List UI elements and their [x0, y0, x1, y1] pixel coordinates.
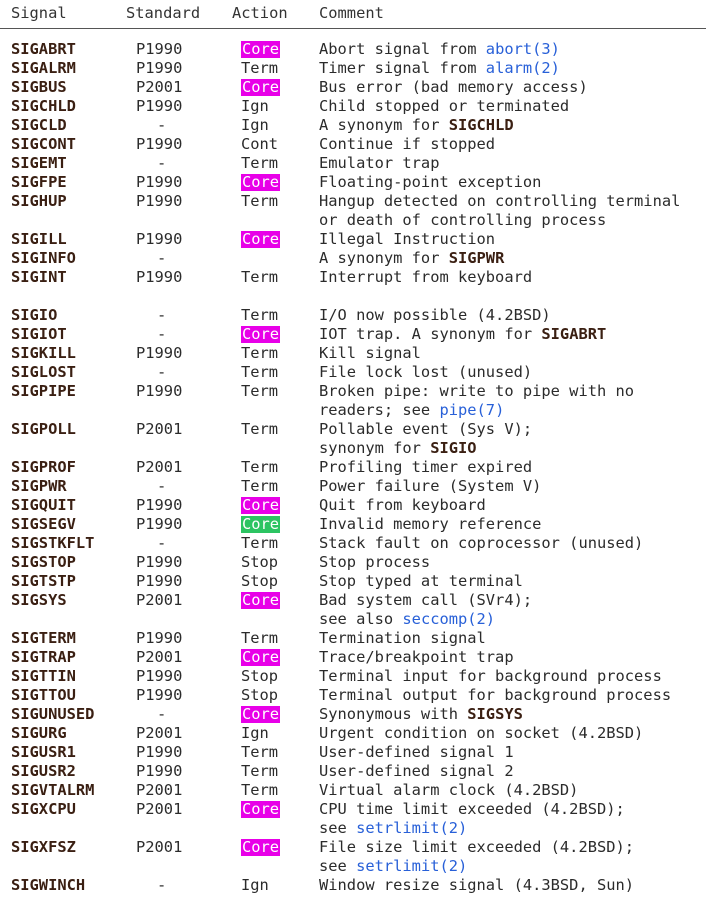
- manpage-link[interactable]: setrlimit(2): [356, 819, 468, 837]
- comment-text: File size limit exceeded (4.2BSD);: [319, 838, 635, 856]
- signal-name: SIGINFO: [11, 249, 76, 267]
- manpage-link[interactable]: pipe(7): [439, 401, 505, 419]
- comment-text: User-defined signal 2: [319, 762, 514, 780]
- table-row: [0, 363, 727, 382]
- signal-comment: [319, 173, 541, 192]
- table-row: [0, 439, 727, 458]
- table-row: [0, 876, 727, 895]
- table-row: [0, 325, 727, 344]
- signal-standard: P1990: [136, 629, 183, 647]
- action-highlight: Core: [242, 325, 280, 343]
- signal-comment: [319, 97, 569, 116]
- comment-text: Terminal output for background process: [319, 686, 672, 704]
- signal-action: Term: [241, 306, 279, 324]
- signal-comment: [319, 40, 560, 59]
- manpage-link[interactable]: setrlimit(2): [356, 857, 468, 875]
- signal-comment: [319, 724, 643, 743]
- signal-action: Term: [241, 781, 279, 799]
- signal-comment: [319, 629, 486, 648]
- comment-text: Trace/breakpoint trap: [319, 648, 514, 666]
- header-comment: Comment: [319, 4, 384, 22]
- comment-text: see: [319, 857, 357, 875]
- signal-action: Stop: [241, 553, 279, 571]
- signal-standard: P2001: [136, 420, 183, 438]
- action-highlight: Core: [242, 648, 280, 666]
- signal-name: SIGURG: [11, 724, 67, 742]
- comment-text: Child stopped or terminated: [319, 97, 570, 115]
- comment-text: File lock lost (unused): [319, 363, 533, 381]
- signal-comment: [319, 572, 523, 591]
- signal-comment: [319, 249, 504, 268]
- table-row: [0, 344, 727, 363]
- signal-name: SIGABRT: [11, 40, 76, 58]
- table-row: [0, 667, 727, 686]
- table-row: [0, 40, 727, 59]
- signal-action: Term: [241, 363, 279, 381]
- action-highlight: Core: [242, 705, 280, 723]
- table-row: [0, 135, 727, 154]
- signal-name: SIGIOT: [11, 325, 67, 343]
- table-row: [0, 59, 727, 78]
- signal-standard: -: [157, 249, 167, 267]
- signal-standard: P1990: [136, 686, 183, 704]
- comment-text: Timer signal from: [319, 59, 486, 77]
- signal-name: SIGPROF: [11, 458, 76, 476]
- signal-reference: SIGPWR: [448, 249, 505, 267]
- signal-standard: -: [157, 705, 167, 723]
- header-divider: [0, 28, 706, 29]
- signal-action: Term: [241, 762, 279, 780]
- signal-name: SIGCLD: [11, 116, 67, 134]
- signal-comment: [319, 458, 532, 477]
- signal-comment: [319, 78, 588, 97]
- table-row: [0, 306, 727, 325]
- comment-text: Virtual alarm clock (4.2BSD): [319, 781, 579, 799]
- signal-comment: [319, 819, 467, 838]
- table-row: [0, 629, 727, 648]
- comment-text: Urgent condition on socket (4.2BSD): [319, 724, 644, 742]
- signal-standard: P1990: [136, 344, 183, 362]
- signal-name: SIGILL: [11, 230, 67, 248]
- signal-comment: [319, 211, 606, 230]
- signal-name: SIGTERM: [11, 629, 76, 647]
- signal-action: Term: [241, 268, 279, 286]
- comment-text: A synonym for: [319, 249, 449, 267]
- comment-text: Profiling timer expired: [319, 458, 533, 476]
- signal-name: SIGALRM: [11, 59, 76, 77]
- signal-action: Term: [241, 154, 279, 172]
- signal-name: SIGLOST: [11, 363, 76, 381]
- signal-name: SIGPWR: [11, 477, 67, 495]
- signal-standard: P1990: [136, 382, 183, 400]
- comment-text: Termination signal: [319, 629, 486, 647]
- signal-comment: [319, 648, 514, 667]
- action-highlight: Core: [242, 838, 280, 856]
- action-highlight: Core: [242, 230, 280, 248]
- table-row: [0, 686, 727, 705]
- table-row: [0, 553, 727, 572]
- manpage-link[interactable]: alarm(2): [485, 59, 560, 77]
- signal-standard: P1990: [136, 97, 183, 115]
- comment-text: Stack fault on coprocessor (unused): [319, 534, 644, 552]
- table-row: [0, 116, 727, 135]
- signal-name: SIGCONT: [11, 135, 76, 153]
- signal-standard: P2001: [136, 838, 183, 856]
- signal-comment: [319, 116, 514, 135]
- signal-comment: [319, 344, 421, 363]
- table-row: [0, 572, 727, 591]
- manpage-link[interactable]: abort(3): [485, 40, 560, 58]
- signal-standard: P1990: [136, 496, 183, 514]
- comment-text: A synonym for: [319, 116, 449, 134]
- comment-text: or death of controlling process: [319, 211, 607, 229]
- signal-comment: [319, 762, 514, 781]
- signal-standard: -: [157, 876, 167, 894]
- signal-standard: P1990: [136, 762, 183, 780]
- signal-comment: [319, 743, 514, 762]
- signal-standard: P2001: [136, 724, 183, 742]
- comment-text: CPU time limit exceeded (4.2BSD);: [319, 800, 625, 818]
- table-row: [0, 781, 727, 800]
- table-header: [0, 0, 727, 30]
- comment-text: synonym for: [319, 439, 431, 457]
- signal-action: Term: [241, 420, 279, 438]
- comment-text: Stop process: [319, 553, 431, 571]
- action-highlight: Core: [242, 78, 280, 96]
- comment-text: IOT trap. A synonym for: [319, 325, 542, 343]
- signal-action: Ign: [241, 724, 269, 742]
- signal-standard: P1990: [136, 40, 183, 58]
- signal-comment: [319, 59, 560, 78]
- table-row: [0, 838, 727, 857]
- signal-comment: [319, 268, 532, 287]
- comment-text: Kill signal: [319, 344, 421, 362]
- signal-name: SIGXCPU: [11, 800, 76, 818]
- table-row: [0, 496, 727, 515]
- table-row: [0, 477, 727, 496]
- table-row: [0, 515, 727, 534]
- signal-action: Term: [241, 344, 279, 362]
- signal-comment: [319, 800, 625, 819]
- signal-standard: P2001: [136, 648, 183, 666]
- signal-standard: P1990: [136, 553, 183, 571]
- table-row: [0, 382, 727, 401]
- comment-text: Terminal input for background process: [319, 667, 662, 685]
- signal-action: Term: [241, 534, 279, 552]
- table-row: [0, 268, 727, 287]
- signal-comment: [319, 876, 634, 895]
- table-row: [0, 420, 727, 439]
- signal-comment: [319, 781, 578, 800]
- table-row: [0, 819, 727, 838]
- comment-text: Power failure (System V): [319, 477, 542, 495]
- signal-standard: P1990: [136, 515, 183, 533]
- table-row: [0, 591, 727, 610]
- signal-name: SIGVTALRM: [11, 781, 95, 799]
- signal-action: Term: [241, 192, 279, 210]
- signal-name: SIGSEGV: [11, 515, 76, 533]
- signal-comment: [319, 591, 532, 610]
- table-row: [0, 173, 727, 192]
- signal-standard: P1990: [136, 268, 183, 286]
- signal-name: SIGEMT: [11, 154, 67, 172]
- comment-text: see also: [319, 610, 403, 628]
- signal-name: SIGSYS: [11, 591, 67, 609]
- signal-standard: P2001: [136, 800, 183, 818]
- comment-text: I/O now possible (4.2BSD): [319, 306, 551, 324]
- signal-name: SIGKILL: [11, 344, 76, 362]
- signal-action: Term: [241, 743, 279, 761]
- signal-name: SIGWINCH: [11, 876, 86, 894]
- signal-standard: -: [157, 306, 167, 324]
- table-row: [0, 648, 727, 667]
- header-action: Action: [232, 4, 288, 22]
- signal-name: SIGPIPE: [11, 382, 76, 400]
- table-row: [0, 211, 727, 230]
- signal-name: SIGHUP: [11, 192, 67, 210]
- table-row: [0, 458, 727, 477]
- table-row: [0, 154, 727, 173]
- table-row: [0, 249, 727, 268]
- comment-text: Bus error (bad memory access): [319, 78, 588, 96]
- signal-name: SIGSTKFLT: [11, 534, 95, 552]
- table-row: [0, 857, 727, 876]
- comment-text: Hangup detected on controlling terminal: [319, 192, 681, 210]
- table-row: [0, 78, 727, 97]
- action-highlight: Core: [242, 800, 280, 818]
- signal-comment: [319, 515, 541, 534]
- signal-comment: [319, 363, 532, 382]
- signal-comment: [319, 838, 634, 857]
- table-row: [0, 743, 727, 762]
- signal-comment: [319, 534, 643, 553]
- signal-standard: -: [157, 154, 167, 172]
- signal-standard: P2001: [136, 781, 183, 799]
- comment-text: Stop typed at terminal: [319, 572, 523, 590]
- comment-text: Window resize signal (4.3BSD, Sun): [319, 876, 635, 894]
- signal-name: SIGIO: [11, 306, 58, 324]
- signal-name: SIGINT: [11, 268, 67, 286]
- signal-action: Term: [241, 458, 279, 476]
- signal-comment: [319, 401, 504, 420]
- signal-action: Term: [241, 477, 279, 495]
- signal-standard: P2001: [136, 591, 183, 609]
- signal-comment: [319, 192, 680, 211]
- signal-comment: [319, 382, 634, 401]
- signal-comment: [319, 306, 551, 325]
- signal-name: SIGPOLL: [11, 420, 76, 438]
- comment-text: readers; see: [319, 401, 440, 419]
- comment-text: Synonymous with: [319, 705, 468, 723]
- signal-standard: -: [157, 363, 167, 381]
- signal-comment: [319, 610, 495, 629]
- signal-comment: [319, 439, 477, 458]
- signal-comment: [319, 667, 662, 686]
- signal-name: SIGSTOP: [11, 553, 76, 571]
- signal-name: SIGTTIN: [11, 667, 76, 685]
- signal-name: SIGTSTP: [11, 572, 76, 590]
- comment-text: Invalid memory reference: [319, 515, 542, 533]
- signal-name: SIGUSR1: [11, 743, 76, 761]
- signal-action: Stop: [241, 667, 279, 685]
- comment-text: User-defined signal 1: [319, 743, 514, 761]
- signal-action: Ign: [241, 116, 269, 134]
- signal-reference: SIGIO: [430, 439, 477, 457]
- table-row: [0, 705, 727, 724]
- table-row: [0, 192, 727, 211]
- comment-text: Illegal Instruction: [319, 230, 496, 248]
- signal-standard: -: [157, 325, 167, 343]
- signal-comment: [319, 154, 439, 173]
- signal-comment: [319, 705, 523, 724]
- signal-standard: P1990: [136, 192, 183, 210]
- comment-text: Continue if stopped: [319, 135, 496, 153]
- signal-reference: SIGSYS: [467, 705, 523, 723]
- signal-name: SIGUNUSED: [11, 705, 95, 723]
- signal-reference: SIGABRT: [541, 325, 607, 343]
- signal-name: SIGCHLD: [11, 97, 76, 115]
- action-highlight: Core: [242, 173, 280, 191]
- signal-comment: [319, 553, 430, 572]
- signal-standard: -: [157, 534, 167, 552]
- signal-standard: P1990: [136, 743, 183, 761]
- signal-standard: P1990: [136, 135, 183, 153]
- comment-text: Abort signal from: [319, 40, 486, 58]
- comment-text: see: [319, 819, 357, 837]
- signal-comment: [319, 135, 495, 154]
- comment-text: Floating-point exception: [319, 173, 542, 191]
- action-highlight: Core: [242, 40, 280, 58]
- table-row: [0, 534, 727, 553]
- table-row: [0, 800, 727, 819]
- manpage-link[interactable]: seccomp(2): [402, 610, 496, 628]
- signal-standard: P2001: [136, 458, 183, 476]
- signal-action: Term: [241, 59, 279, 77]
- signal-comment: [319, 496, 486, 515]
- table-row: [0, 762, 727, 781]
- signal-comment: [319, 477, 541, 496]
- table-row: [0, 610, 727, 629]
- signal-reference: SIGCHLD: [448, 116, 514, 134]
- signal-name: SIGFPE: [11, 173, 67, 191]
- signal-standard: P1990: [136, 572, 183, 590]
- comment-text: Interrupt from keyboard: [319, 268, 533, 286]
- comment-text: Quit from keyboard: [319, 496, 486, 514]
- signal-action: Stop: [241, 572, 279, 590]
- signal-standard: P2001: [136, 78, 183, 96]
- signal-comment: [319, 686, 671, 705]
- header-signal: Signal: [11, 4, 67, 22]
- signal-name: SIGQUIT: [11, 496, 76, 514]
- signal-comment: [319, 230, 495, 249]
- signal-standard: P1990: [136, 230, 183, 248]
- signal-action: Stop: [241, 686, 279, 704]
- header-standard: Standard: [126, 4, 201, 22]
- signal-action: Ign: [241, 876, 269, 894]
- signal-action: Ign: [241, 97, 269, 115]
- table-row: [0, 97, 727, 116]
- comment-text: Emulator trap: [319, 154, 440, 172]
- comment-text: Pollable event (Sys V);: [319, 420, 533, 438]
- signal-standard: -: [157, 477, 167, 495]
- signal-name: SIGUSR2: [11, 762, 76, 780]
- signal-name: SIGTTOU: [11, 686, 76, 704]
- signal-comment: [319, 325, 606, 344]
- table-row: [0, 230, 727, 249]
- signal-name: SIGTRAP: [11, 648, 76, 666]
- comment-text: Broken pipe: write to pipe with no: [319, 382, 635, 400]
- signal-comment: [319, 857, 467, 876]
- signal-action: Term: [241, 629, 279, 647]
- signal-name: SIGBUS: [11, 78, 67, 96]
- signal-comment: [319, 420, 532, 439]
- action-highlight: Core: [242, 515, 280, 533]
- signal-action: Cont: [241, 135, 279, 153]
- table-row: [0, 401, 727, 420]
- signal-standard: -: [157, 116, 167, 134]
- signal-standard: P1990: [136, 667, 183, 685]
- comment-text: Bad system call (SVr4);: [319, 591, 533, 609]
- action-highlight: Core: [242, 496, 280, 514]
- signal-standard: P1990: [136, 59, 183, 77]
- signal-action: Term: [241, 382, 279, 400]
- signal-standard: P1990: [136, 173, 183, 191]
- table-row: [0, 724, 727, 743]
- action-highlight: Core: [242, 591, 280, 609]
- signal-name: SIGXFSZ: [11, 838, 76, 856]
